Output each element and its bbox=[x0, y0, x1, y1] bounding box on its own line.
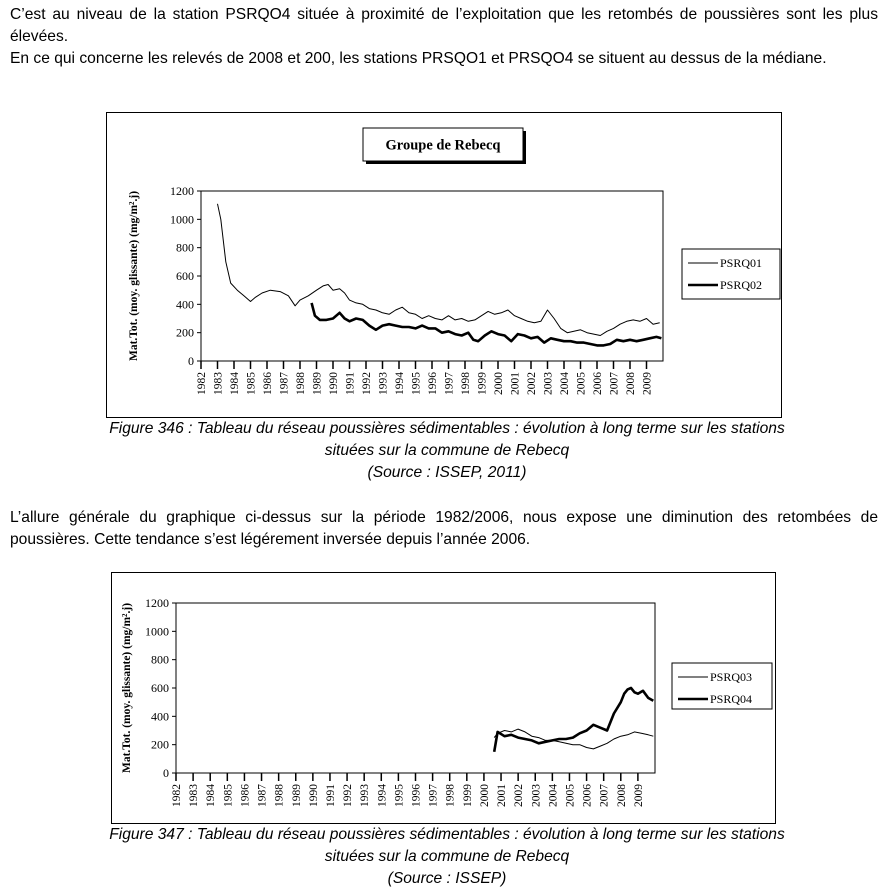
chart1-plot-area bbox=[201, 191, 663, 361]
intro-paragraph-1: C’est au niveau de la station PSRQO4 située à proximité de l’exploitation que les retombés de poussières sont les plus élevées. bbox=[10, 6, 878, 45]
chart2-xtick-label: 1982 bbox=[171, 784, 183, 807]
chart1-xtick-label: 1990 bbox=[328, 372, 340, 395]
chart1-ytick-label: 200 bbox=[176, 325, 194, 340]
middle-paragraph: L’allure générale du graphique ci-dessus sur la période 1982/2006, nous expose une diminution des retombées de poussières. Cette tendance s’est légérement inversée depuis l’année 2006. bbox=[10, 509, 878, 548]
chart2-ytick-label: 0 bbox=[163, 766, 169, 780]
chart1-frame bbox=[106, 112, 782, 418]
figure1-caption-line1: Figure 346 : Tableau du réseau poussières sédimentables : évolution à long terme sur les stations bbox=[109, 420, 785, 437]
chart1-xtick-label: 2005 bbox=[575, 372, 588, 395]
chart1-legend-label-psrq01: PSRQ01 bbox=[720, 256, 763, 270]
chart1-xtick-label: 2008 bbox=[625, 372, 637, 395]
chart2-xtick-label: 1983 bbox=[188, 784, 201, 807]
chart1-ytick-label: 600 bbox=[176, 269, 194, 283]
chart2-y-axis-label: Mat.Tot. (moy. glissante) (mg/m².j) bbox=[121, 602, 133, 774]
chart1-xtick-label: 1982 bbox=[196, 372, 208, 395]
figure2-caption-line1: Figure 347 : Tableau du réseau poussières sédimentables : évolution à long terme sur les stations bbox=[109, 826, 785, 843]
chart1-xtick-label: 1994 bbox=[394, 372, 406, 395]
chart1-xtick-label: 2007 bbox=[608, 372, 621, 395]
chart1-ytick-label: 1200 bbox=[170, 184, 194, 198]
chart2-xtick-label: 1992 bbox=[342, 784, 355, 807]
figure1-caption-source: (Source : ISSEP, 2011) bbox=[367, 464, 527, 481]
chart1-xtick-label: 1984 bbox=[229, 372, 241, 395]
chart1-xtick-label: 2009 bbox=[641, 372, 654, 395]
chart1-xtick-label: 2006 bbox=[592, 372, 604, 395]
chart1-xtick-label: 2001 bbox=[509, 372, 522, 395]
chart2-legend-label-psrq03: PSRQ03 bbox=[710, 670, 753, 684]
chart2-ytick-label: 800 bbox=[151, 652, 169, 667]
chart2-xtick-label: 1989 bbox=[290, 784, 303, 807]
chart1-xtick-label: 1985 bbox=[245, 372, 258, 395]
chart2-xtick-label: 1996 bbox=[410, 784, 423, 807]
chart1-title: Groupe de Rebecq bbox=[385, 137, 501, 154]
chart2-xtick-label: 2008 bbox=[615, 784, 628, 807]
chart2-xtick-label: 2005 bbox=[564, 784, 577, 807]
chart2-ytick-label: 1000 bbox=[145, 624, 169, 639]
chart2 bbox=[112, 573, 775, 823]
chart2-xtick-label: 2000 bbox=[478, 784, 491, 807]
chart2-xtick-label: 1990 bbox=[307, 784, 320, 807]
chart2-xtick-label: 2009 bbox=[632, 784, 645, 807]
chart1-ytick-label: 800 bbox=[176, 240, 194, 255]
chart1-xtick-label: 1987 bbox=[278, 372, 291, 395]
chart1-xtick-label: 2002 bbox=[526, 372, 538, 395]
chart1-xtick-label: 1997 bbox=[443, 372, 456, 395]
chart2-xtick-label: 1984 bbox=[205, 784, 218, 807]
chart2-series-psrq04 bbox=[494, 688, 653, 752]
chart2-xtick-label: 1987 bbox=[256, 784, 269, 807]
chart1-xtick-label: 1998 bbox=[460, 372, 472, 395]
figure1-caption-line2: situées sur la commune de Rebecq bbox=[324, 442, 570, 459]
chart1-ytick-label: 400 bbox=[176, 297, 194, 312]
chart2-series-psrq03 bbox=[494, 729, 653, 749]
chart1-series-psrq01 bbox=[218, 204, 660, 336]
chart1-ytick-label: 1000 bbox=[170, 212, 194, 227]
chart1-xtick-label: 1995 bbox=[410, 372, 423, 395]
chart2-frame bbox=[111, 572, 776, 824]
chart2-xtick-label: 1988 bbox=[273, 784, 286, 807]
chart2-xtick-label: 2001 bbox=[496, 784, 509, 807]
chart1-xtick-label: 2004 bbox=[559, 372, 571, 395]
chart2-xtick-label: 1986 bbox=[239, 784, 252, 807]
chart1-xtick-label: 1983 bbox=[212, 372, 225, 395]
chart2-ytick-label: 1200 bbox=[145, 596, 169, 610]
chart2-xtick-label: 1985 bbox=[222, 784, 235, 807]
chart2-xtick-label: 1991 bbox=[324, 784, 337, 807]
chart2-xtick-label: 1998 bbox=[444, 784, 457, 807]
figure2-caption-source: (Source : ISSEP) bbox=[387, 870, 507, 887]
chart1-xtick-label: 1992 bbox=[361, 372, 373, 395]
chart2-xtick-label: 1995 bbox=[393, 784, 406, 807]
chart2-xtick-label: 2007 bbox=[598, 784, 611, 807]
intro-paragraph-2: En ce qui concerne les relevés de 2008 et 200, les stations PRSQO1 et PRSQO4 se situent au dessus de la médiane. bbox=[10, 50, 827, 67]
chart1-series-psrq02 bbox=[312, 303, 662, 346]
chart2-ytick-label: 600 bbox=[151, 681, 169, 695]
chart2-xtick-label: 1999 bbox=[461, 784, 474, 807]
chart2-xtick-label: 1994 bbox=[376, 784, 389, 807]
figure2-caption-line2: situées sur la commune de Rebecq bbox=[324, 848, 570, 865]
chart1 bbox=[107, 113, 781, 417]
chart1-xtick-label: 1988 bbox=[295, 372, 307, 395]
chart1-xtick-label: 1996 bbox=[427, 372, 439, 395]
chart1-xtick-label: 1986 bbox=[262, 372, 274, 395]
chart1-xtick-label: 2003 bbox=[542, 372, 555, 395]
chart1-xtick-label: 1993 bbox=[377, 372, 390, 395]
chart2-ytick-label: 400 bbox=[151, 709, 169, 724]
chart2-xtick-label: 2003 bbox=[530, 784, 543, 807]
chart1-xtick-label: 2000 bbox=[493, 372, 505, 395]
chart1-legend-label-psrq02: PSRQ02 bbox=[720, 278, 763, 292]
chart2-xtick-label: 2004 bbox=[547, 784, 560, 807]
chart2-xtick-label: 1997 bbox=[427, 784, 440, 807]
chart1-xtick-label: 1991 bbox=[344, 372, 357, 395]
chart1-xtick-label: 1989 bbox=[311, 372, 324, 395]
chart2-xtick-label: 2002 bbox=[513, 784, 526, 807]
chart2-xtick-label: 1993 bbox=[359, 784, 372, 807]
chart2-xtick-label: 2006 bbox=[581, 784, 594, 807]
chart2-plot-area bbox=[176, 603, 655, 773]
chart2-legend-label-psrq04: PSRQ04 bbox=[710, 692, 753, 706]
chart1-y-axis-label: Mat.Tot. (moy. glissante) (mg/m².j) bbox=[128, 190, 140, 362]
chart2-ytick-label: 200 bbox=[151, 737, 169, 752]
chart1-ytick-label: 0 bbox=[188, 354, 194, 368]
chart1-xtick-label: 1999 bbox=[476, 372, 489, 395]
